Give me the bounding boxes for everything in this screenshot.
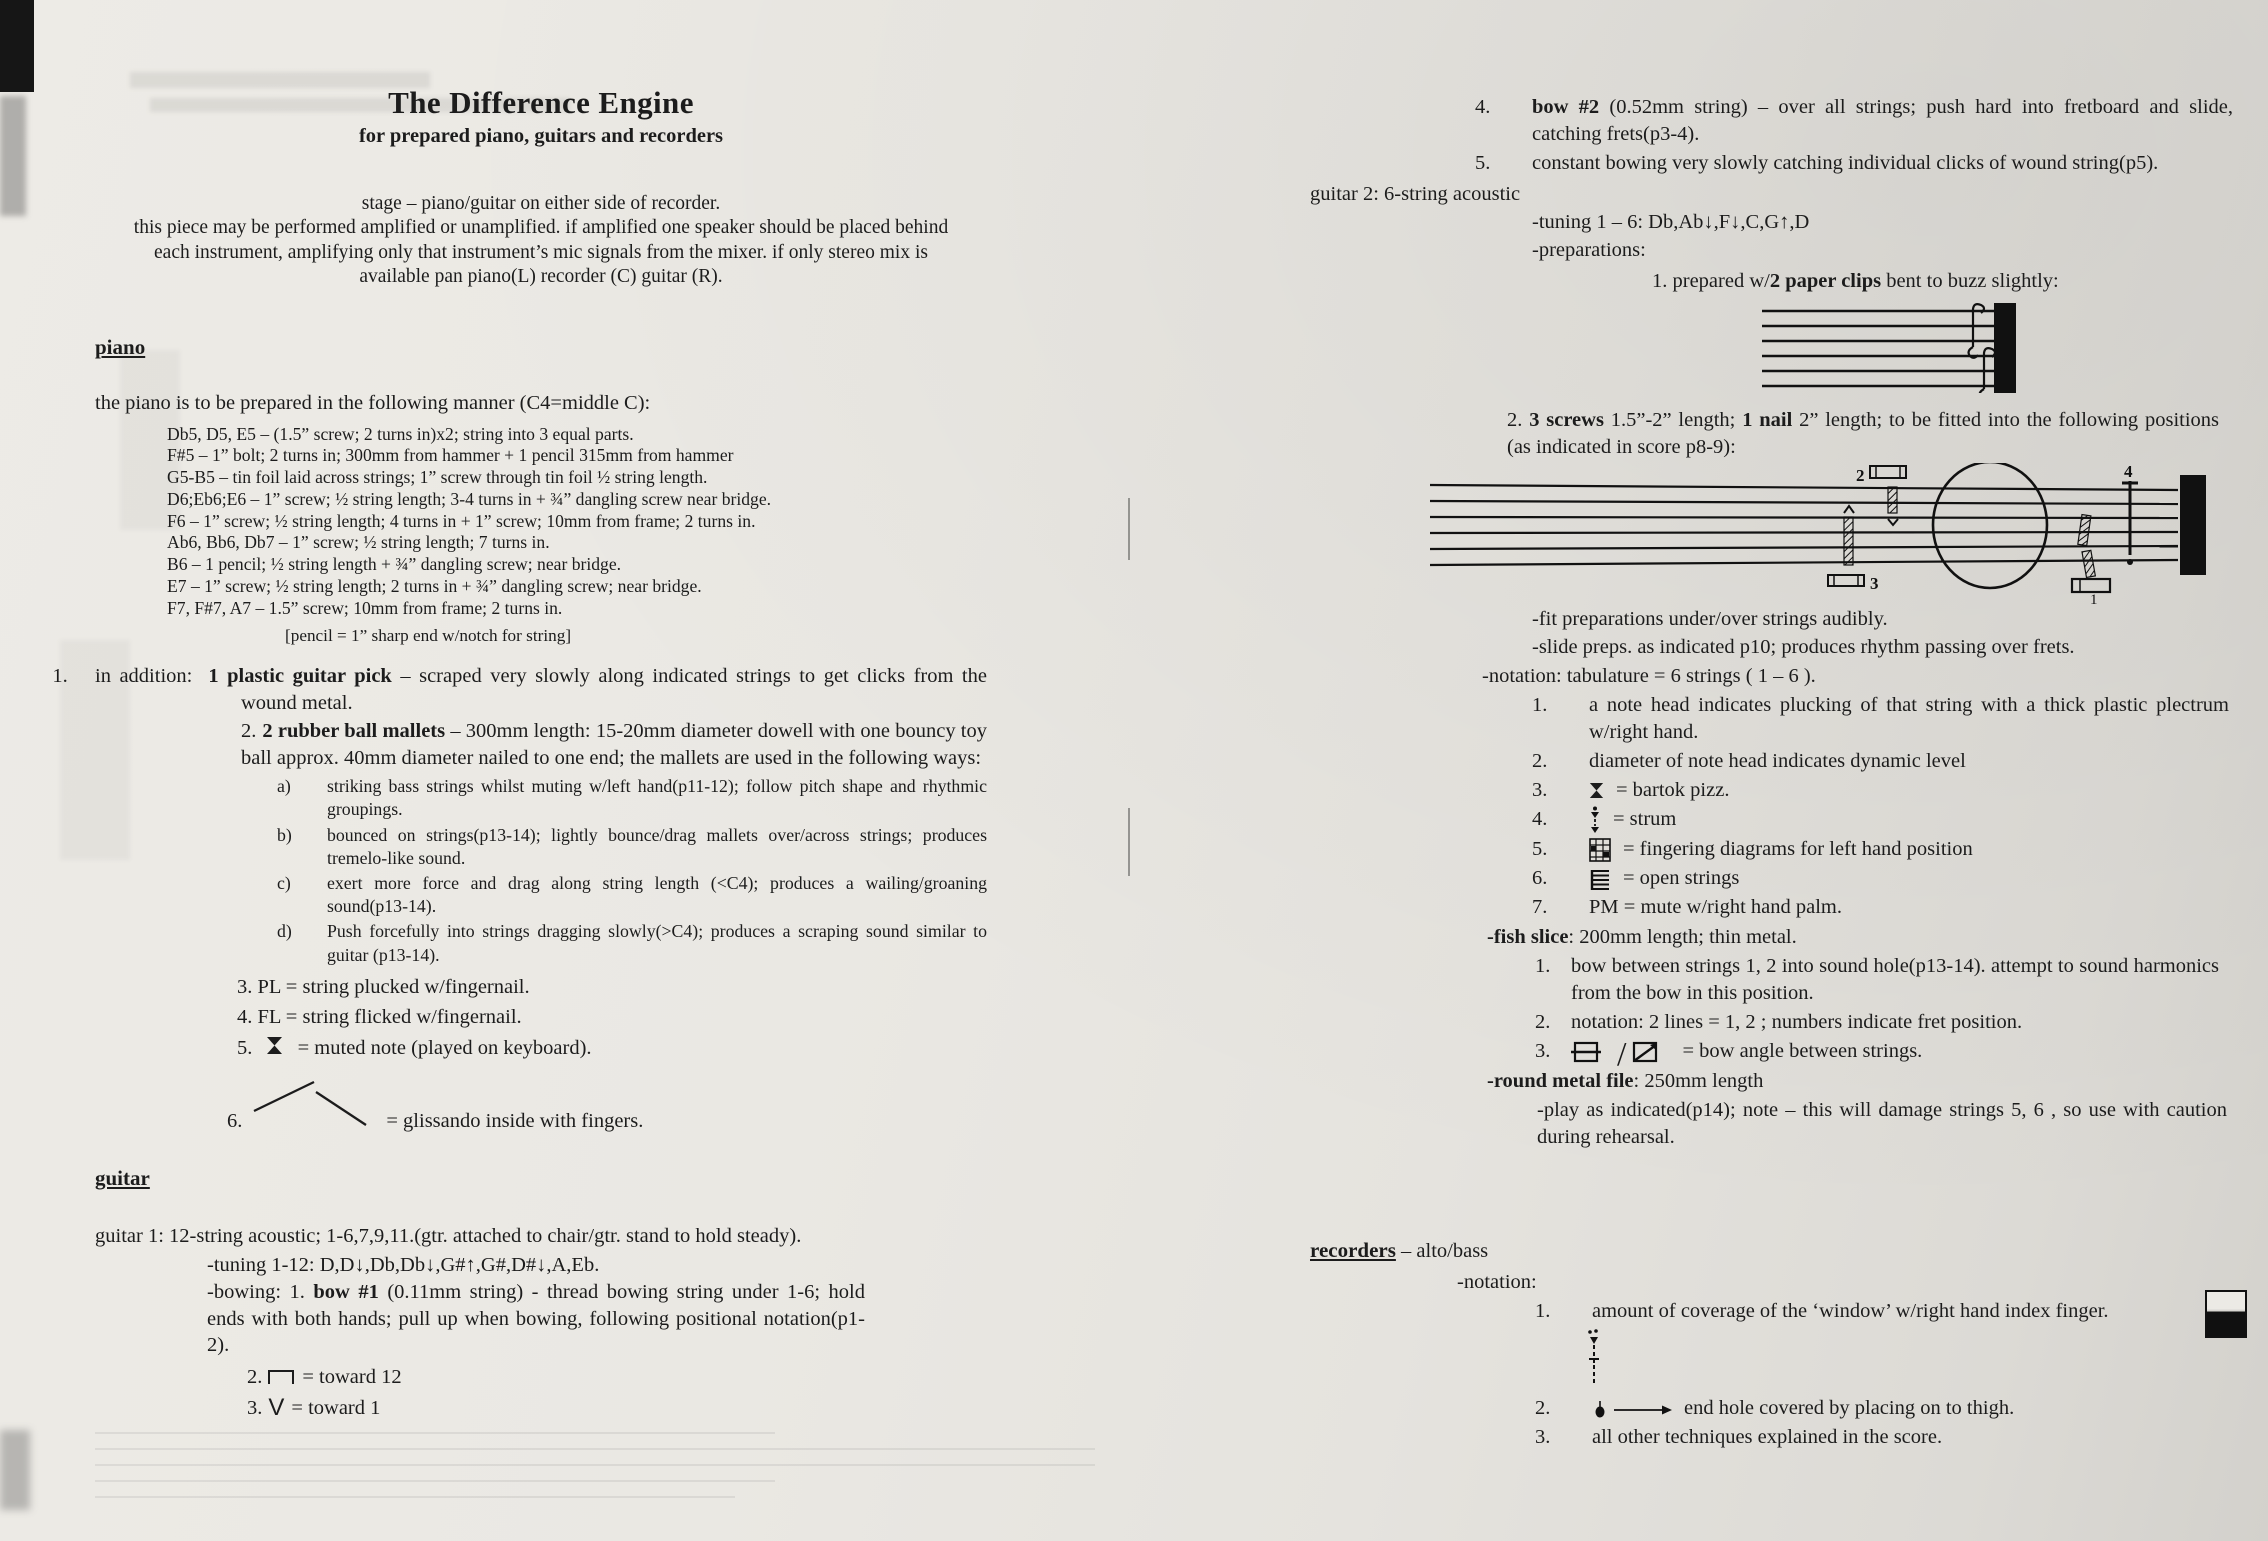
muted-note-icon (266, 1037, 283, 1054)
prep-pre: 2. (1507, 409, 1530, 431)
prep-line: F6 – 1” screw; ½ string length; 4 turns in + 1” screw; 10mm from frame; 2 turns in. (167, 510, 756, 531)
item-text: = open strings (1623, 867, 1740, 889)
prep-line: Ab6, Bb6, Db7 – 1” screw; ½ string length; 7 turns in. (167, 532, 550, 553)
note-arrow-icon (1592, 1399, 1674, 1419)
bleedthrough-staff-line (95, 1496, 735, 1498)
item-number: 7. (1532, 896, 1548, 918)
item-text: – 300mm length: 15-20mm diameter dowell with one bouncy toy ball approx. 40mm diameter nailed to one end; the mallets are used in the following ways: (241, 720, 988, 769)
piano-section-heading: piano (95, 334, 146, 359)
item-text: = fingering diagrams for left hand position (1623, 838, 1973, 860)
item-number: 4. (1532, 808, 1548, 830)
paper-clips-diagram (1740, 303, 2040, 393)
item-letter: d) (277, 921, 292, 942)
item-text: diameter of note head indicates dynamic level (1589, 750, 1966, 772)
item-text: striking bass strings whilst muting w/left hand(p11-12); follow pitch shape and rhythmic groupings. (327, 776, 987, 820)
item-text: a note head indicates plucking of that string with a thick plastic plectrum w/right hand. (1589, 694, 2229, 743)
item-text: = toward 12 (302, 1365, 402, 1388)
guitar1-item-5 (1475, 150, 2233, 177)
piano-preparation-list (167, 424, 987, 620)
addition-item-2 (241, 718, 987, 771)
item-number: 1. (1532, 694, 1548, 716)
prep-bold: 2 paper clips (1769, 270, 1882, 292)
prep-line: E7 – 1” screw; ½ string length; 2 turns in + ¾” dangling screw; near bridge. (167, 576, 702, 597)
recorders-notation-list (1285, 1298, 2233, 1451)
item-text: = bartok pizz. (1616, 779, 1730, 801)
diagram-label-1: 1 (2090, 592, 2098, 605)
prep-bold-nail: 1 nail (1742, 409, 1793, 431)
bow-angle-icon-horizontal (1571, 1040, 1601, 1064)
item-text: exert more force and drag along string length (<C4); produces a wailing/groaning sound(p13-14). (327, 872, 987, 917)
item-number: 6. (1532, 867, 1548, 889)
item-letter: a) (277, 776, 291, 797)
item-text: all other techniques explained in the score. (1592, 1426, 1943, 1448)
prep-pre: 1. prepared w/ (1652, 270, 1770, 292)
string-preparation-diagram (1430, 463, 2230, 605)
item-text: = muted note (played on keyboard). (297, 1036, 592, 1059)
item-number: 2. (241, 720, 257, 743)
item-number: 1. (1535, 1300, 1551, 1322)
list-item (277, 775, 987, 821)
prep-bold-screws: 3 screws (1529, 409, 1604, 431)
item-number: 2. (1535, 1011, 1551, 1033)
piano-item-4: 4. FL = string flicked w/fingernail. (237, 1006, 522, 1029)
item-text: bow between strings 1, 2 into sound hole(p13-14). attempt to sound harmonics from the bow in this position. (1571, 955, 2219, 1004)
item-number: 4. (1475, 96, 1491, 118)
item-text: constant bowing very slowly catching individual clicks of wound string(p5). (1532, 152, 2159, 174)
list-item (1532, 865, 2233, 892)
item-text: PM = mute w/right hand palm. (1589, 896, 1842, 918)
guitar2-heading: guitar 2: 6-string acoustic (1310, 183, 1521, 205)
scan-edge-artifact (0, 96, 26, 216)
bleedthrough-staff-line (95, 1480, 775, 1482)
prep-mid: 1.5”-2” length; (1603, 409, 1743, 431)
centerfold-mark (1128, 808, 1130, 876)
prep-line: F#5 – 1” bolt; 2 turns in; 300mm from hammer + 1 pencil 315mm from hammer (167, 445, 734, 466)
item-letter: c) (277, 872, 291, 893)
window-coverage-icon (2205, 1290, 2247, 1338)
glissando-icon (250, 1075, 372, 1137)
file-bold: -round metal file (1487, 1070, 1634, 1092)
list-item (1532, 692, 2233, 746)
guitar2-slide-line: -slide preps. as indicated p10; produces rhythm passing over frets. (1532, 636, 2075, 658)
fish-slice-bold: -fish slice (1487, 926, 1569, 948)
list-item (277, 824, 987, 870)
guitar1-toward-12 (247, 1364, 987, 1391)
guitar2-prep-2 (1507, 407, 2219, 461)
piano-intro-line: the piano is to be prepared in the following manner (C4=middle C): (95, 392, 651, 414)
left-page (52, 85, 988, 1422)
guitar2-preparations-label: -preparations: (1532, 239, 1646, 261)
mallet-uses-list (95, 775, 987, 967)
item-letter: b) (277, 824, 292, 845)
pencil-note: [pencil = 1” sharp end w/notch for string] (285, 625, 572, 645)
list-item (1535, 1424, 2233, 1451)
recorders-section (1285, 1237, 2233, 1451)
item-number: 3. (1535, 1426, 1551, 1448)
diagram-label-3: 3 (1870, 574, 1879, 593)
prep-line: Db5, D5, E5 – (1.5” screw; 2 turns in)x2; string into 3 equal parts. (167, 423, 634, 444)
item-number: 3. (247, 1397, 263, 1420)
fingering-diagram-icon (1589, 836, 1611, 863)
guitar1-toward-1 (247, 1395, 987, 1422)
centerfold-mark (1128, 498, 1130, 560)
bowing-rest: (0.11mm string) - thread bowing string under 1-6; hold ends with both hands; pull up when bowing, following positional notation(p1-2). (207, 1281, 865, 1357)
bartok-pizz-icon (1589, 777, 1604, 804)
open-strings-icon (1589, 865, 1611, 892)
list-item (277, 872, 987, 918)
stage-notes (95, 192, 987, 290)
stage-note-line: each instrument, amplifying only that instrument’s mic signals from the mixer. if only stereo mix is (154, 241, 928, 263)
bow-angle-icon-diagonal (1630, 1040, 1660, 1064)
diagram-label-4: 4 (2124, 463, 2133, 481)
list-item (1532, 894, 2233, 921)
piano-item-5 (237, 1035, 987, 1062)
page-subtitle: for prepared piano, guitars and recorders (358, 125, 724, 147)
recorders-heading-bold: recorders (1310, 1238, 1396, 1262)
fish-slice-rest: : 200mm length; thin metal. (1568, 926, 1797, 948)
round-metal-file-note: -play as indicated(p14); note – this will damage strings 5, 6 , so use with caution during rehearsal. (1537, 1099, 2227, 1148)
item-text: – scraped very slowly along indicated strings to get clicks from the wound metal. (241, 665, 987, 714)
item-number: 1. (1535, 955, 1551, 977)
item-bold: 2 rubber ball mallets (262, 720, 446, 743)
guitar1-tuning: -tuning 1-12: D,D↓,Db,Db↓,G#↑,G#,D#↓,A,Eb. (207, 1253, 600, 1276)
stage-note-line: this piece may be performed amplified or unamplified. if amplified one speaker should be placed behind (133, 217, 949, 238)
item-text: notation: 2 lines = 1, 2 ; numbers indicate fret position. (1571, 1011, 2023, 1033)
slash-divider: / (1617, 1035, 1627, 1073)
list-item (1532, 748, 2233, 775)
list-item (1535, 1009, 2233, 1036)
guitar2-notation-label: -notation: tabulature = 6 strings ( 1 – 6 ). (1482, 665, 1816, 687)
item-text (1532, 94, 2233, 148)
list-item (277, 920, 987, 966)
prep-post: bent to buzz slightly: (1881, 270, 2059, 292)
item-text: end hole covered by placing on to thigh. (1684, 1397, 2015, 1419)
item-number: 2. (247, 1365, 263, 1388)
diagram-label-2: 2 (1856, 466, 1865, 485)
guitar2-prep-1 (1652, 268, 2233, 295)
recorders-notation-label: -notation: (1457, 1271, 1537, 1293)
recorders-heading-rest: – alto/bass (1395, 1240, 1489, 1262)
list-item (1532, 836, 2233, 863)
stage-note-line: stage – piano/guitar on either side of recorder. (361, 192, 721, 214)
scan-corner-artifact (0, 0, 34, 92)
down-bow-icon (268, 1370, 294, 1384)
item-bold: bow #2 (1532, 96, 1600, 118)
item-text: = toward 1 (291, 1397, 381, 1420)
bowing-bold: bow #1 (313, 1281, 379, 1304)
prep-line: B6 – 1 pencil; ½ string length + ¾” dangling screw; near bridge. (167, 554, 622, 575)
item-number: 3. (1535, 1040, 1551, 1062)
prep-line: F7, F#7, A7 – 1.5” screw; 10mm from frame; 2 turns in. (167, 597, 563, 618)
fish-slice-heading (1487, 924, 2233, 951)
guitar2-tuning: -tuning 1 – 6: Db,Ab↓,F↓,C,G↑,D (1532, 211, 1810, 233)
bleedthrough-staff-line (95, 1464, 1095, 1466)
item-number: 3. (1532, 779, 1548, 801)
up-bow-icon: V (268, 1394, 284, 1422)
item-text: Push forcefully into strings dragging slowly(>C4); produces a scraping sound similar to guitar (p13-14). (327, 921, 987, 965)
list-item (1532, 777, 2233, 804)
item-text: = strum (1613, 808, 1677, 830)
guitar1-line: guitar 1: 12-string acoustic; 1-6,7,9,11.(gtr. attached to chair/gtr. stand to hold steady). (95, 1225, 802, 1248)
file-rest: : 250mm length (1633, 1070, 1764, 1092)
guitar1-item-4 (1475, 94, 2233, 148)
guitar2-fit-line: -fit preparations under/over strings audibly. (1532, 608, 1888, 630)
list-item (1535, 1395, 2233, 1422)
guitar1-bowing (207, 1279, 865, 1359)
prep-line: G5-B5 – tin foil laid across strings; 1” screw through tin foil ½ string length. (167, 467, 708, 488)
guitar2-notation-list (1285, 692, 2233, 921)
piano-item-3: 3. PL = string plucked w/fingernail. (237, 975, 530, 998)
item-number: 5. (1475, 152, 1491, 174)
list-item (1535, 1298, 2233, 1325)
item-text: = bow angle between strings. (1682, 1040, 1923, 1062)
item-number: 5. (1532, 838, 1548, 860)
prep-post: 2” length; to be fitted into the following positions (as indicated in score p8-9): (1507, 409, 2220, 458)
addition-item-1: in addition:1. 1 plastic guitar pick – scraped very slowly along indicated strings to get clicks from the wound metal. (52, 665, 987, 714)
list-item (1535, 1035, 2233, 1073)
fish-slice-list (1285, 953, 2233, 1073)
round-metal-file-heading (1487, 1068, 2233, 1095)
bleedthrough-staff-line (95, 1448, 1095, 1450)
guitar-section-heading: guitar (95, 1165, 150, 1190)
prep-line: D6;Eb6;E6 – 1” screw; ½ string length; 3-4 turns in + ¾” dangling screw near bridge. (167, 488, 772, 509)
item-number: 2. (1535, 1397, 1551, 1419)
bleedthrough-staff-line (95, 1432, 775, 1434)
item-text: = glissando inside with fingers. (386, 1110, 644, 1133)
list-item (1532, 806, 2233, 834)
stage-note-line: available pan piano(L) recorder (C) guitar (R). (359, 266, 723, 287)
item-rest: (0.52mm string) – over all strings; push hard into fretboard and slide, catching frets(p3-4). (1532, 96, 2233, 145)
in-addition-label: in addition: (95, 665, 193, 688)
item-number: 5. (237, 1036, 253, 1059)
item-bold: 1 plastic guitar pick (208, 665, 392, 688)
bowing-pre: -bowing: 1. (207, 1281, 314, 1304)
item-number: 2. (1532, 750, 1548, 772)
scan-edge-artifact (0, 1430, 30, 1510)
piano-item-6 (227, 1075, 987, 1137)
item-number: 6. (227, 1110, 243, 1133)
recorders-heading (1310, 1237, 2233, 1265)
item-text: bounced on strings(p13-14); lightly bounce/drag mallets over/across strings; produces tremelo-like sound. (327, 824, 987, 868)
strum-icon (1589, 806, 1601, 834)
list-item (1535, 953, 2233, 1007)
breath-arrow-icon (1585, 1329, 2233, 1393)
item-text: amount of coverage of the ‘window’ w/right hand index finger. (1592, 1300, 2109, 1322)
right-page (1285, 92, 2233, 1451)
page-title: The Difference Engine (388, 85, 694, 120)
